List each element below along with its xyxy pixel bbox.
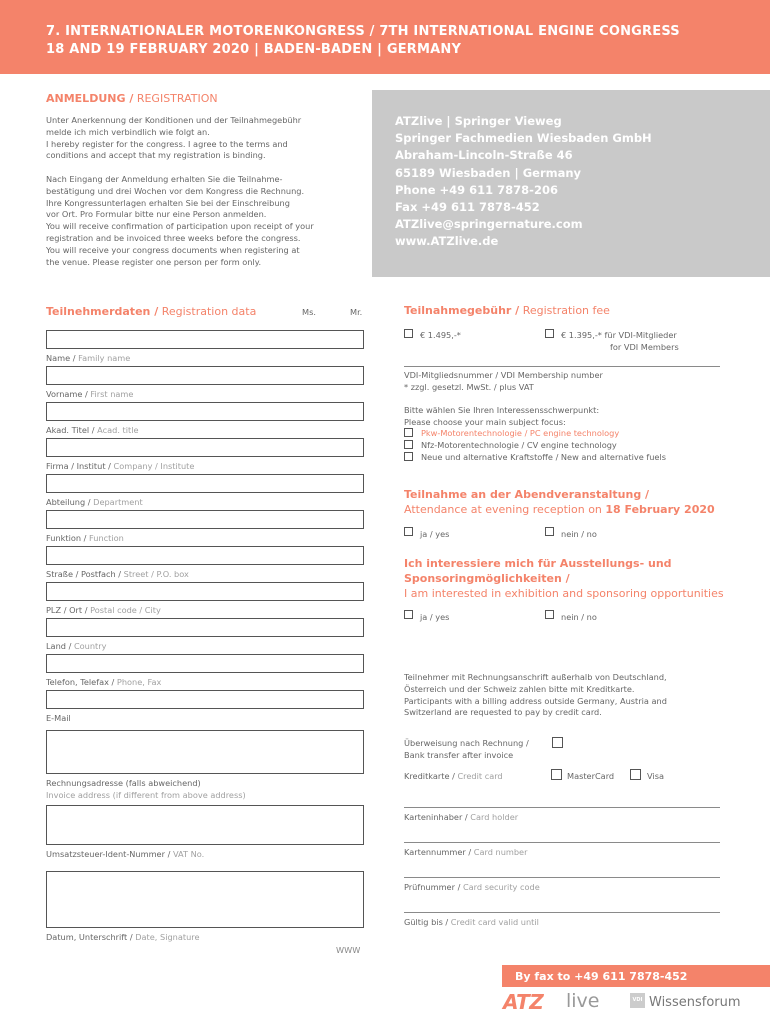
country-field[interactable]	[46, 618, 364, 637]
focus-option-label: Nfz-Motorentechnologie / CV engine technology	[421, 440, 617, 450]
paragraph-line: registration and be invoiced three weeks before the congress.	[46, 232, 301, 243]
payment-note-line: Participants with a billing address outside Germany, Austria and	[404, 695, 667, 706]
contact-line: www.ATZlive.de	[395, 234, 499, 249]
evening-date: 18 February 2020	[605, 503, 715, 516]
exhibit-no-checkbox[interactable]	[545, 610, 554, 619]
fee-heading	[404, 304, 610, 317]
card-security-line[interactable]	[404, 877, 720, 878]
evening-yes-checkbox[interactable]	[404, 527, 413, 536]
fee-standard-label: € 1.495,-*	[420, 330, 461, 340]
mastercard-label: MasterCard	[567, 771, 615, 781]
payment-note-line: Österreich und der Schweiz zahlen bitte mit Kreditkarte.	[404, 683, 635, 694]
vdi-number-line[interactable]	[404, 366, 720, 367]
vdi-number-label: VDI-Mitgliedsnummer / VDI Membership number	[404, 370, 603, 380]
focus-checkbox[interactable]	[404, 452, 413, 461]
invoice-address-label	[46, 778, 201, 788]
fax-banner	[502, 965, 770, 987]
function-label	[46, 533, 124, 543]
card-number-line[interactable]	[404, 842, 720, 843]
title-label	[46, 425, 139, 435]
first-name-label	[46, 389, 133, 399]
payment-note-line: Teilnehmer mit Rechnungsanschrift außerhalb von Deutschland,	[404, 672, 667, 682]
card-number-label-en: Card number	[473, 847, 528, 857]
invoice-address-label-de: Rechnungsadresse (falls abweichend)	[46, 778, 201, 788]
exhibit-yes-label: ja / yes	[420, 612, 450, 622]
postal-city-label-de: PLZ / Ort /	[46, 605, 91, 615]
phone-fax-label	[46, 677, 161, 687]
fee-heading-de: Teilnahmegebühr /	[404, 304, 520, 317]
company-label	[46, 461, 194, 471]
paragraph-line: the venue. Please register one person per form only.	[46, 256, 262, 267]
exhibit-heading-en: I am interested in exhibition and sponsoring opportunities	[404, 587, 724, 600]
focus-question-en: Please choose your main subject focus:	[404, 417, 566, 427]
participant-heading-de: Teilnehmerdaten /	[46, 305, 159, 318]
participant-heading	[46, 305, 256, 318]
focus-checkbox[interactable]	[404, 440, 413, 449]
transfer-label-de: Überweisung nach Rechnung /	[404, 738, 529, 748]
paragraph-line: Nach Eingang der Anmeldung erhalten Sie die Teilnahme-	[46, 174, 283, 184]
street-field[interactable]	[46, 546, 364, 565]
company-label-en: Company / Institute	[113, 461, 195, 471]
card-security-label-en: Card security code	[462, 882, 540, 892]
street-label-en: Street / P.O. box	[123, 569, 189, 579]
paragraph-line: bestätigung und drei Wochen vor dem Kongress die Rechnung.	[46, 185, 305, 196]
function-field[interactable]	[46, 510, 364, 529]
function-label-de: Funktion /	[46, 533, 90, 543]
credit-card-label-en: Credit card	[457, 771, 503, 781]
salutation-ms[interactable]: Ms.	[302, 307, 316, 317]
www-mark: WWW	[336, 945, 361, 955]
first-name-field[interactable]	[46, 366, 364, 385]
vat-number-label	[46, 849, 204, 859]
name-label-en: Family name	[78, 353, 131, 363]
fee-vdi-label: € 1.395,-* für VDI-Mitglieder	[561, 330, 677, 340]
date-signature-label	[46, 932, 200, 942]
evening-yes-label: ja / yes	[420, 529, 450, 539]
first-name-label-de: Vorname /	[46, 389, 91, 399]
paragraph-line: You will receive your congress documents when registering at	[46, 244, 300, 255]
visa-label: Visa	[647, 771, 664, 781]
header-banner	[0, 0, 770, 74]
focus-checkbox[interactable]	[404, 428, 413, 437]
visa-checkbox[interactable]	[630, 769, 641, 780]
department-label-de: Abteilung /	[46, 497, 94, 507]
country-label-de: Land /	[46, 641, 74, 651]
postal-city-field[interactable]	[46, 582, 364, 601]
vdi-logo-icon: VDI	[630, 993, 645, 1008]
email-label-de: E-Mail	[46, 713, 71, 723]
registration-heading-de: ANMELDUNG /	[46, 92, 134, 105]
fee-standard-checkbox[interactable]	[404, 329, 413, 338]
postal-city-label-en: Postal code / City	[90, 605, 161, 615]
card-valid-label-de: Gültig bis /	[404, 917, 451, 927]
vat-number-label-en: VAT No.	[172, 849, 205, 859]
credit-card-label-de: Kreditkarte /	[404, 771, 458, 781]
card-holder-label-en: Card holder	[470, 812, 519, 822]
atz-logo: ATZ	[503, 990, 544, 1014]
header-title-line1: 7. INTERNATIONALER MOTORENKONGRESS / 7TH INTERNATIONAL ENGINE CONGRESS	[46, 24, 680, 39]
atz-live-logo: live	[566, 990, 600, 1012]
contact-line: Phone +49 611 7878-206	[395, 182, 558, 197]
name-label-de: Name /	[46, 353, 79, 363]
evening-heading-en	[404, 503, 715, 516]
paragraph-line: Unter Anerkennung der Konditionen und der Teilnahmegebühr	[46, 115, 302, 125]
phone-fax-label-en: Phone, Fax	[116, 677, 162, 687]
transfer-label-en: Bank transfer after invoice	[404, 750, 514, 760]
header-title-line2: 18 AND 19 FEBRUARY 2020 | BADEN-BADEN | GERMANY	[46, 42, 462, 57]
invoice-address-label-en: Invoice address (if different from above address)	[46, 790, 246, 800]
wissensforum-logo: Wissensforum	[649, 995, 741, 1010]
evening-no-checkbox[interactable]	[545, 527, 554, 536]
paragraph-line: vor Ort. Pro Formular bitte nur eine Person anmelden.	[46, 209, 267, 220]
department-label-en: Department	[93, 497, 143, 507]
first-name-label-en: First name	[90, 389, 134, 399]
email-label	[46, 713, 71, 723]
email-field[interactable]	[46, 690, 364, 709]
paragraph-line: You will receive confirmation of participation upon receipt of your	[46, 221, 314, 232]
contact-line: Springer Fachmedien Wiesbaden GmbH	[395, 131, 652, 146]
contact-line: ATZlive@springernature.com	[395, 217, 583, 232]
exhibit-yes-checkbox[interactable]	[404, 610, 413, 619]
street-label	[46, 569, 189, 579]
date-signature-label-de: Datum, Unterschrift /	[46, 932, 136, 942]
fax-banner-text: By fax to +49 611 7878-452	[515, 970, 688, 983]
contact-line: Abraham-Lincoln-Straße 46	[395, 148, 573, 163]
participant-heading-en: Registration data	[158, 305, 257, 318]
vat-number-field[interactable]	[46, 805, 364, 845]
card-holder-label	[404, 812, 518, 822]
department-field[interactable]	[46, 474, 364, 493]
card-valid-label	[404, 917, 539, 927]
date-signature-label-en: Date, Signature	[135, 932, 200, 942]
paragraph-line: Ihre Kongressunterlagen erhalten Sie bei der Einschreibung	[46, 197, 290, 208]
payment-note	[404, 672, 734, 719]
evening-heading-de: Teilnahme an der Abendveranstaltung /	[404, 488, 650, 501]
registration-paragraph-1	[46, 115, 366, 162]
registration-heading-en: REGISTRATION	[133, 92, 218, 105]
card-holder-line[interactable]	[404, 807, 720, 808]
contact-box	[372, 90, 770, 277]
evening-no-label: nein / no	[561, 529, 597, 539]
paragraph-line: conditions and accept that my registration is binding.	[46, 150, 266, 161]
contact-line: ATZlive | Springer Vieweg	[395, 114, 562, 128]
card-number-label	[404, 847, 527, 857]
evening-heading-en-text: Attendance at evening reception on	[404, 503, 606, 516]
name-label	[46, 353, 130, 363]
street-label-de: Straße / Postfach /	[46, 569, 124, 579]
card-security-label	[404, 882, 540, 892]
card-security-label-de: Prüfnummer /	[404, 882, 463, 892]
focus-option-label: Pkw-Motorentechnologie / PC engine technology	[421, 428, 620, 438]
salutation-mr[interactable]: Mr.	[350, 307, 363, 317]
phone-fax-field[interactable]	[46, 654, 364, 673]
fee-heading-en: Registration fee	[519, 304, 610, 317]
fee-vdi-label-en: for VDI Members	[610, 342, 679, 352]
company-label-de: Firma / Institut /	[46, 461, 114, 471]
title-field[interactable]	[46, 402, 364, 421]
paragraph-line: I hereby register for the congress. I agree to the terms and	[46, 138, 288, 149]
title-label-de: Akad. Titel /	[46, 425, 98, 435]
registration-heading	[46, 92, 218, 105]
focus-option-label: Neue und alternative Kraftstoffe / New and alternative fuels	[421, 452, 666, 462]
invoice-address-field[interactable]	[46, 730, 364, 774]
function-label-en: Function	[89, 533, 124, 543]
card-valid-label-en: Credit card valid until	[450, 917, 539, 927]
vat-note: * zzgl. gesetzl. MwSt. / plus VAT	[404, 382, 534, 392]
date-signature-field[interactable]	[46, 871, 364, 928]
postal-city-label	[46, 605, 161, 615]
card-number-label-de: Kartennummer /	[404, 847, 474, 857]
department-label	[46, 497, 143, 507]
title-label-en: Acad. title	[97, 425, 139, 435]
card-valid-line[interactable]	[404, 912, 720, 913]
exhibit-no-label: nein / no	[561, 612, 597, 622]
country-label	[46, 641, 106, 651]
vat-number-label-de: Umsatzsteuer-Ident-Nummer /	[46, 849, 173, 859]
fee-vdi-checkbox[interactable]	[545, 329, 554, 338]
card-holder-label-de: Karteninhaber /	[404, 812, 471, 822]
payment-note-line: Switzerland are requested to pay by credit card.	[404, 707, 602, 718]
phone-fax-label-de: Telefon, Telefax /	[46, 677, 117, 687]
contact-line: 65189 Wiesbaden | Germany	[395, 165, 582, 180]
country-label-en: Country	[73, 641, 107, 651]
focus-question-de: Bitte wählen Sie Ihren Interessensschwerpunkt:	[404, 405, 600, 415]
mastercard-checkbox[interactable]	[551, 769, 562, 780]
exhibit-heading-1: Ich interessiere mich für Ausstellungs- und	[404, 557, 672, 570]
contact-line: Fax +49 611 7878-452	[395, 200, 540, 214]
company-field[interactable]	[46, 438, 364, 457]
registration-paragraph-2	[46, 174, 366, 268]
name-field[interactable]	[46, 330, 364, 349]
exhibit-heading-2: Sponsoringmöglichkeiten /	[404, 572, 570, 585]
transfer-checkbox[interactable]	[552, 737, 563, 748]
credit-card-label	[404, 771, 503, 781]
paragraph-line: melde ich mich verbindlich wie folgt an.	[46, 126, 210, 137]
